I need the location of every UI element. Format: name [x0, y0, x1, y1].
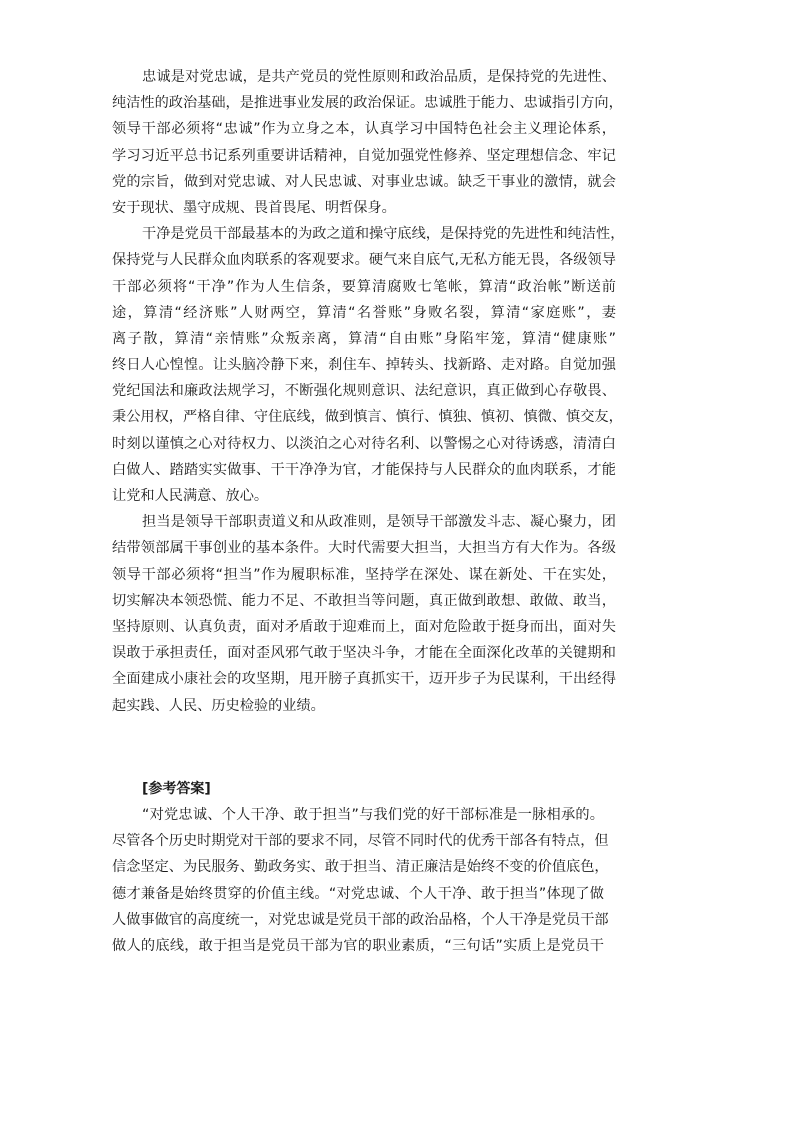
text-line: 纯洁性的政治基础，是推进事业发展的政治保证。忠诚胜于能力、忠诚指引方向，	[112, 95, 623, 112]
paragraph-responsibility	[112, 509, 616, 719]
answer-body	[112, 802, 609, 959]
text-line: 秉公用权，严格自律、守住底线，做到慎言、慎行、慎独、慎初、慎微、慎交友，	[112, 409, 623, 426]
text-line: 途，算清“经济账”人财两空，算清“名誉账”身败名裂，算清“家庭账”，妻	[112, 304, 616, 321]
text-line: 党的宗旨，做到对党忠诚、对人民忠诚、对事业忠诚。缺乏干事业的激情，就会	[112, 173, 616, 190]
text-line: 领导干部必须将“担当”作为履职标准，坚持学在深处、谋在新处、干在实处，	[112, 566, 616, 583]
text-line: 担当是领导干部职责道义和从政准则，是领导干部激发斗志、凝心聚力，团	[142, 514, 616, 531]
text-line: 信念坚定、为民服务、勤政务实、敢于担当、清正廉洁是始终不变的价值底色，	[112, 859, 609, 876]
answer-heading: [参考答案]	[142, 781, 211, 797]
text-line: 全面建成小康社会的攻坚期，甩开膀子真抓实干，迈开步子为民谋利，干出经得	[112, 671, 616, 688]
text-line: 保持党与人民群众血肉联系的客观要求。硬气来自底气,无私方能无畏，各级领导	[112, 252, 616, 269]
paragraph-integrity	[112, 221, 625, 509]
text-line: 德才兼备是始终贯穿的价值主线。“对党忠诚、个人干净、敢于担当”体现了做	[112, 885, 604, 902]
text-line: 人做事做官的高度统一，对党忠诚是党员干部的政治品格，个人干净是党员干部	[112, 911, 609, 928]
text-line: 起实践、人民、历史检验的业绩。	[112, 697, 325, 714]
text-line: 时刻以谨慎之心对待权力、以淡泊之心对待名利、以警惕之心对待诱惑，清清白	[112, 435, 616, 452]
text-line: 安于现状、墨守成规、畏首畏尾、明哲保身。	[112, 199, 396, 216]
text-line: 干部必须将“干净”作为人生信条，要算清腐败七笔帐，算清“政治帐”断送前	[112, 278, 616, 295]
text-line: 坚持原则、认真负责，面对矛盾敢于迎难而上，面对危险敢于挺身而出，面对失	[112, 618, 616, 635]
text-line: 党纪国法和廉政法规学习，不断强化规则意识、法纪意识，真正做到心存敬畏、	[112, 383, 616, 400]
paragraph-loyalty	[112, 64, 623, 221]
text-line: 离子散，算清“亲情账”众叛亲离，算清“自由账”身陷牢笼，算清“健康账”	[112, 330, 616, 347]
text-line: “对党忠诚、个人干净、敢于担当”与我们党的好干部标准是一脉相承的。	[142, 807, 604, 823]
text-line: 尽管各个历史时期党对干部的要求不同，尽管不同时代的优秀干部各有特点，但	[112, 833, 609, 850]
text-line: 切实解决本领恐慌、能力不足、不敢担当等问题，真正做到敢想、敢做、敢当，	[112, 592, 616, 609]
text-line: 让党和人民满意、放心。	[112, 488, 269, 504]
text-line: 白做人、踏踏实实做事、干干净净为官，才能保持与人民群众的血肉联系，才能	[112, 461, 616, 478]
text-line: 终日人心惶惶。让头脑冷静下来，刹住车、掉转头、找新路、走对路。自觉加强	[112, 357, 616, 374]
text-line: 干净是党员干部最基本的为政之道和操守底线，是保持党的先进性和纯洁性，	[142, 226, 625, 243]
text-line: 学习习近平总书记系列重要讲话精神，自觉加强党性修养、坚定理想信念、牢记	[112, 147, 616, 164]
text-line: 做人的底线，敢于担当是党员干部为官的职业素质，“三句话”实质上是党员干	[112, 937, 604, 954]
document-body	[112, 64, 625, 719]
text-line: 误敢于承担责任，面对歪风邪气敢于坚决斗争，才能在全面深化改革的关键期和	[112, 645, 616, 662]
text-line: 领导干部必须将“忠诚”作为立身之本，认真学习中国特色社会主义理论体系，	[112, 121, 616, 138]
text-line: 忠诚是对党忠诚，是共产党员的党性原则和政治品质，是保持党的先进性、	[142, 69, 616, 85]
text-line: 结带领部属干事创业的基本条件。大时代需要大担当，大担当方有大作为。各级	[112, 540, 616, 557]
